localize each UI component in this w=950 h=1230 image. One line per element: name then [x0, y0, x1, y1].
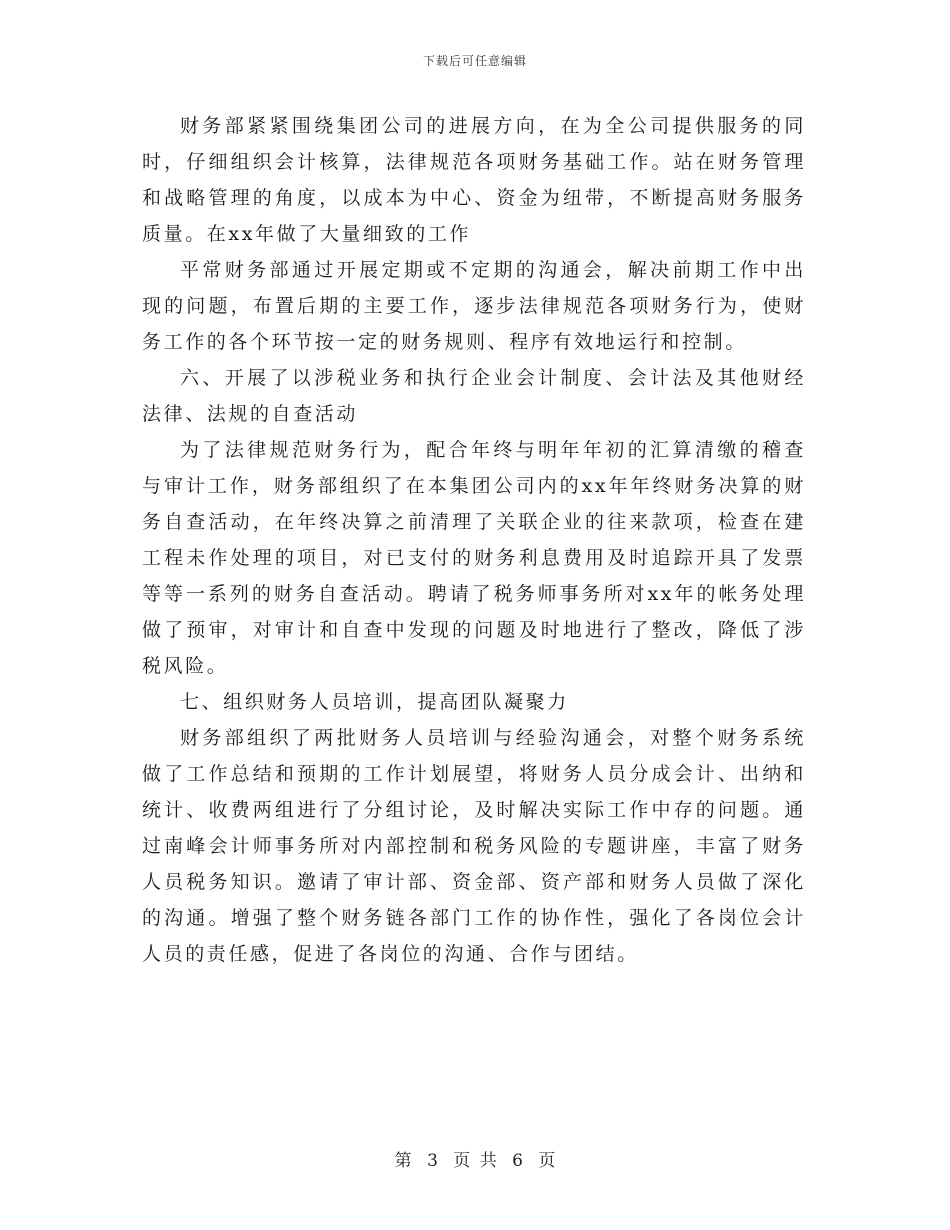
paragraph-communication-meetings: 平常财务部通过开展定期或不定期的沟通会，解决前期工作中出现的问题，布置后期的主要工作，逐步法律规范各项财务行为，使财务工作的各个环节按一定的财务规则、程序有效地运行和控制。	[142, 259, 806, 353]
total-page-number: 6	[512, 1151, 523, 1171]
section-heading-seven: 七、组织财务人员培训，提高团队凝聚力	[180, 691, 569, 713]
current-page-number: 3	[427, 1151, 438, 1171]
paragraph-self-inspection: 为了法律规范财务行为，配合年终与明年年初的汇算清缴的稽查与审计工作，财务部组织了在本集团公司内的xx年年终财务决算的财务自查活动，在年终决算之前清理了关联企业的往来款项，检查在建工程未作处理的项目，对已支付的财务利息费用及时追踪开具了发票等等一系列的财务自查活动。聘请了税务师事务所对xx年的帐务处理做了预审，对审计和自查中发现的问题及时地进行了整改，降低了涉税风险。	[142, 439, 806, 677]
footer-label-of: 页 共	[453, 1151, 497, 1171]
footer-label-page: 第	[394, 1151, 412, 1171]
paragraph-intro: 财务部紧紧围绕集团公司的进展方向，在为全公司提供服务的同时，仔细组织会计核算，法律规范各项财务基础工作。站在财务管理和战略管理的角度，以成本为中心、资金为纽带，不断提高财务服务质量。在xx年做了大量细致的工作	[142, 115, 806, 245]
section-heading-six: 六、开展了以涉税业务和执行企业会计制度、会计法及其他财经法律、法规的自查活动	[142, 367, 806, 425]
page-footer	[0, 1146, 950, 1171]
paragraph-staff-training: 财务部组织了两批财务人员培训与经验沟通会，对整个财务系统做了工作总结和预期的工作计划展望，将财务人员分成会计、出纳和统计、收费两组进行了分组讨论，及时解决实际工作中存的问题。通过南峰会计师事务所对内部控制和税务风险的专题讲座，丰富了财务人员税务知识。邀请了审计部、资金部、资产部和财务人员做了深化的沟通。增强了整个财务链各部门工作的协作性，强化了各岗位会计人员的责任感，促进了各岗位的沟通、合作与团结。	[142, 727, 806, 965]
page-header: 下载后可任意编辑	[422, 54, 527, 68]
document-body	[142, 108, 806, 972]
footer-label-end: 页	[538, 1151, 556, 1171]
